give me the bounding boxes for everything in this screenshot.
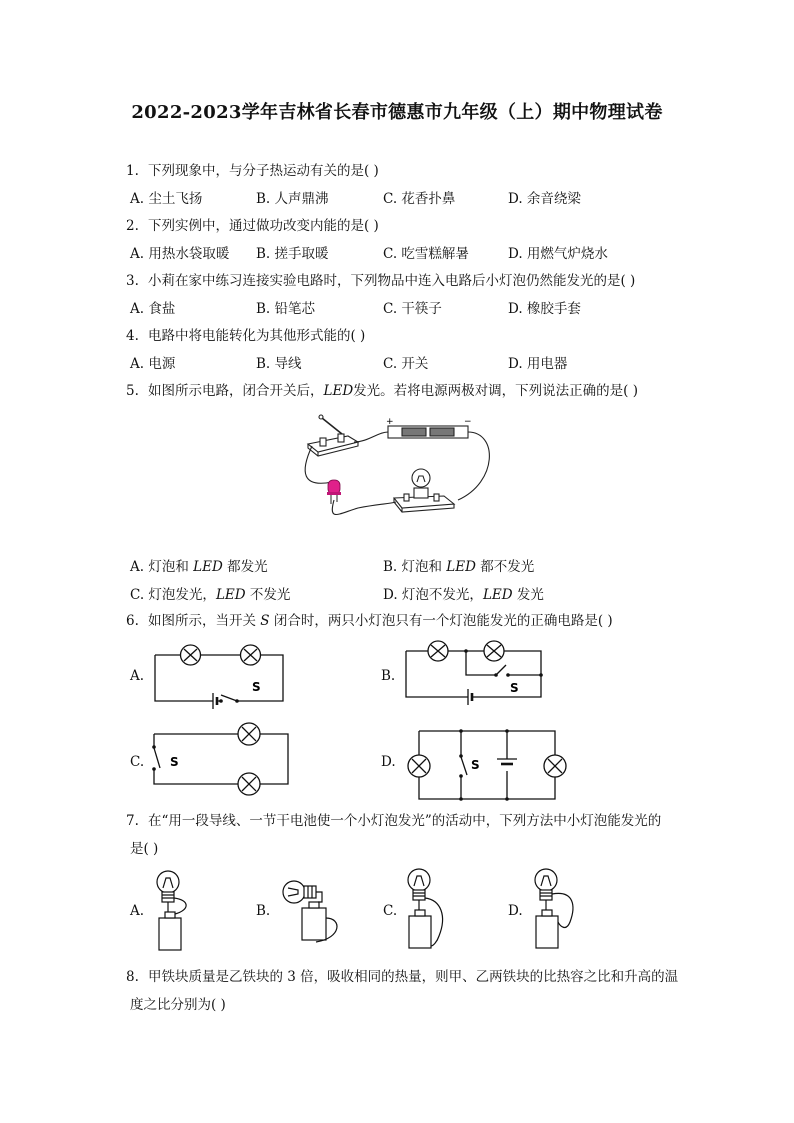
question-number: 3. xyxy=(126,273,139,289)
option-b-label[interactable]: B. xyxy=(256,903,271,919)
option-c-label[interactable]: C. xyxy=(130,754,145,770)
option-a[interactable]: A. 电源 xyxy=(130,356,176,372)
question-5 xyxy=(126,382,638,400)
question-2 xyxy=(126,217,379,235)
q5-circuit-figure xyxy=(298,412,498,537)
svg-text:+: + xyxy=(386,417,394,427)
option-c[interactable]: C. 干筷子 xyxy=(383,301,442,317)
svg-text:−: − xyxy=(464,417,472,427)
option-a-label[interactable]: A. xyxy=(130,903,145,919)
option-b-label[interactable]: B. xyxy=(381,668,396,684)
question-stem: 下列现象中，与分子热运动有关的是( ) xyxy=(148,163,379,179)
option-c[interactable]: C. 花香扑鼻 xyxy=(383,191,456,207)
option-a[interactable]: A. 灯泡和 LED 都发光 xyxy=(130,559,268,575)
option-d[interactable]: D. 橡胶手套 xyxy=(508,301,581,317)
option-c[interactable]: C. 灯泡发光，LED 不发光 xyxy=(130,587,291,603)
question-number: 5. xyxy=(126,383,139,399)
option-a[interactable]: A. 食盐 xyxy=(130,301,176,317)
question-1 xyxy=(126,162,379,180)
led-term: LED xyxy=(323,383,354,399)
question-3 xyxy=(126,272,635,290)
question-stem-post: 发光。若将电源两极对调，下列说法正确的是( ) xyxy=(353,383,638,399)
question-stem-pre: 如图所示电路，闭合开关后， xyxy=(148,383,324,399)
question-4 xyxy=(126,327,365,345)
question-8-stem-cont: 度之比分别为( ) xyxy=(130,997,226,1013)
option-b[interactable]: B. 搓手取暖 xyxy=(256,246,329,262)
page-title: 2022-2023学年吉林省长春市德惠市九年级（上）期中物理试卷 xyxy=(131,102,663,123)
circuit-c[interactable] xyxy=(152,724,292,794)
option-a[interactable]: A. 尘土飞扬 xyxy=(130,191,203,207)
option-d[interactable]: D. 用燃气炉烧水 xyxy=(508,246,608,262)
svg-text:S: S xyxy=(471,758,480,772)
question-number: 8. xyxy=(126,969,139,985)
question-8: 8. 甲铁块质量是乙铁块的 3 倍，吸收相同的热量，则甲、乙两铁块的比热容之比和升高的温 xyxy=(126,969,679,985)
question-number: 4. xyxy=(126,328,139,344)
option-c[interactable]: C. 开关 xyxy=(383,356,429,372)
circuit-d[interactable] xyxy=(403,725,578,803)
question-7-stem-cont: 是( ) xyxy=(130,841,159,857)
question-stem: 电路中将电能转化为其他形式能的( ) xyxy=(148,328,366,344)
bulb-setup-a[interactable] xyxy=(150,868,210,953)
option-b[interactable]: B. 导线 xyxy=(256,356,302,372)
option-b[interactable]: B. 灯泡和 LED 都不发光 xyxy=(383,559,535,575)
question-number: 6. xyxy=(126,613,139,629)
option-d-label[interactable]: D. xyxy=(508,903,523,919)
option-a[interactable]: A. 用热水袋取暖 xyxy=(130,246,230,262)
option-a-label[interactable]: A. xyxy=(130,668,145,684)
question-7: 7. 在“用一段导线、一节干电池使一个小灯泡发光”的活动中，下列方法中小灯泡能发光的 xyxy=(126,813,662,829)
question-number: 7. xyxy=(126,813,139,829)
bulb-setup-b[interactable] xyxy=(278,868,348,953)
question-stem: 小莉在家中练习连接实验电路时，下列物品中连入电路后小灯泡仍然能发光的是( ) xyxy=(148,273,636,289)
option-d[interactable]: D. 用电器 xyxy=(508,356,568,372)
question-number: 1. xyxy=(126,163,139,179)
option-d[interactable]: D. 灯泡不发光，LED 发光 xyxy=(383,587,544,603)
option-d[interactable]: D. 余音绕梁 xyxy=(508,191,581,207)
option-c[interactable]: C. 吃雪糕解暑 xyxy=(383,246,469,262)
circuit-a[interactable] xyxy=(155,645,285,705)
circuit-b[interactable] xyxy=(406,641,546,701)
question-6: 6. 如图所示，当开关 S 闭合时，两只小灯泡只有一个灯泡能发光的正确电路是( ) xyxy=(126,613,613,629)
svg-text:S: S xyxy=(252,680,261,694)
option-b[interactable]: B. 人声鼎沸 xyxy=(256,191,329,207)
question-stem: 下列实例中，通过做功改变内能的是( ) xyxy=(148,218,379,234)
question-number: 2. xyxy=(126,218,139,234)
bulb-setup-d[interactable] xyxy=(530,866,600,956)
svg-text:S: S xyxy=(170,755,179,769)
bulb-setup-c[interactable] xyxy=(403,866,463,956)
option-d-label[interactable]: D. xyxy=(381,754,396,770)
option-c-label[interactable]: C. xyxy=(383,903,398,919)
svg-text:S: S xyxy=(510,681,519,695)
option-b[interactable]: B. 铅笔芯 xyxy=(256,301,316,317)
